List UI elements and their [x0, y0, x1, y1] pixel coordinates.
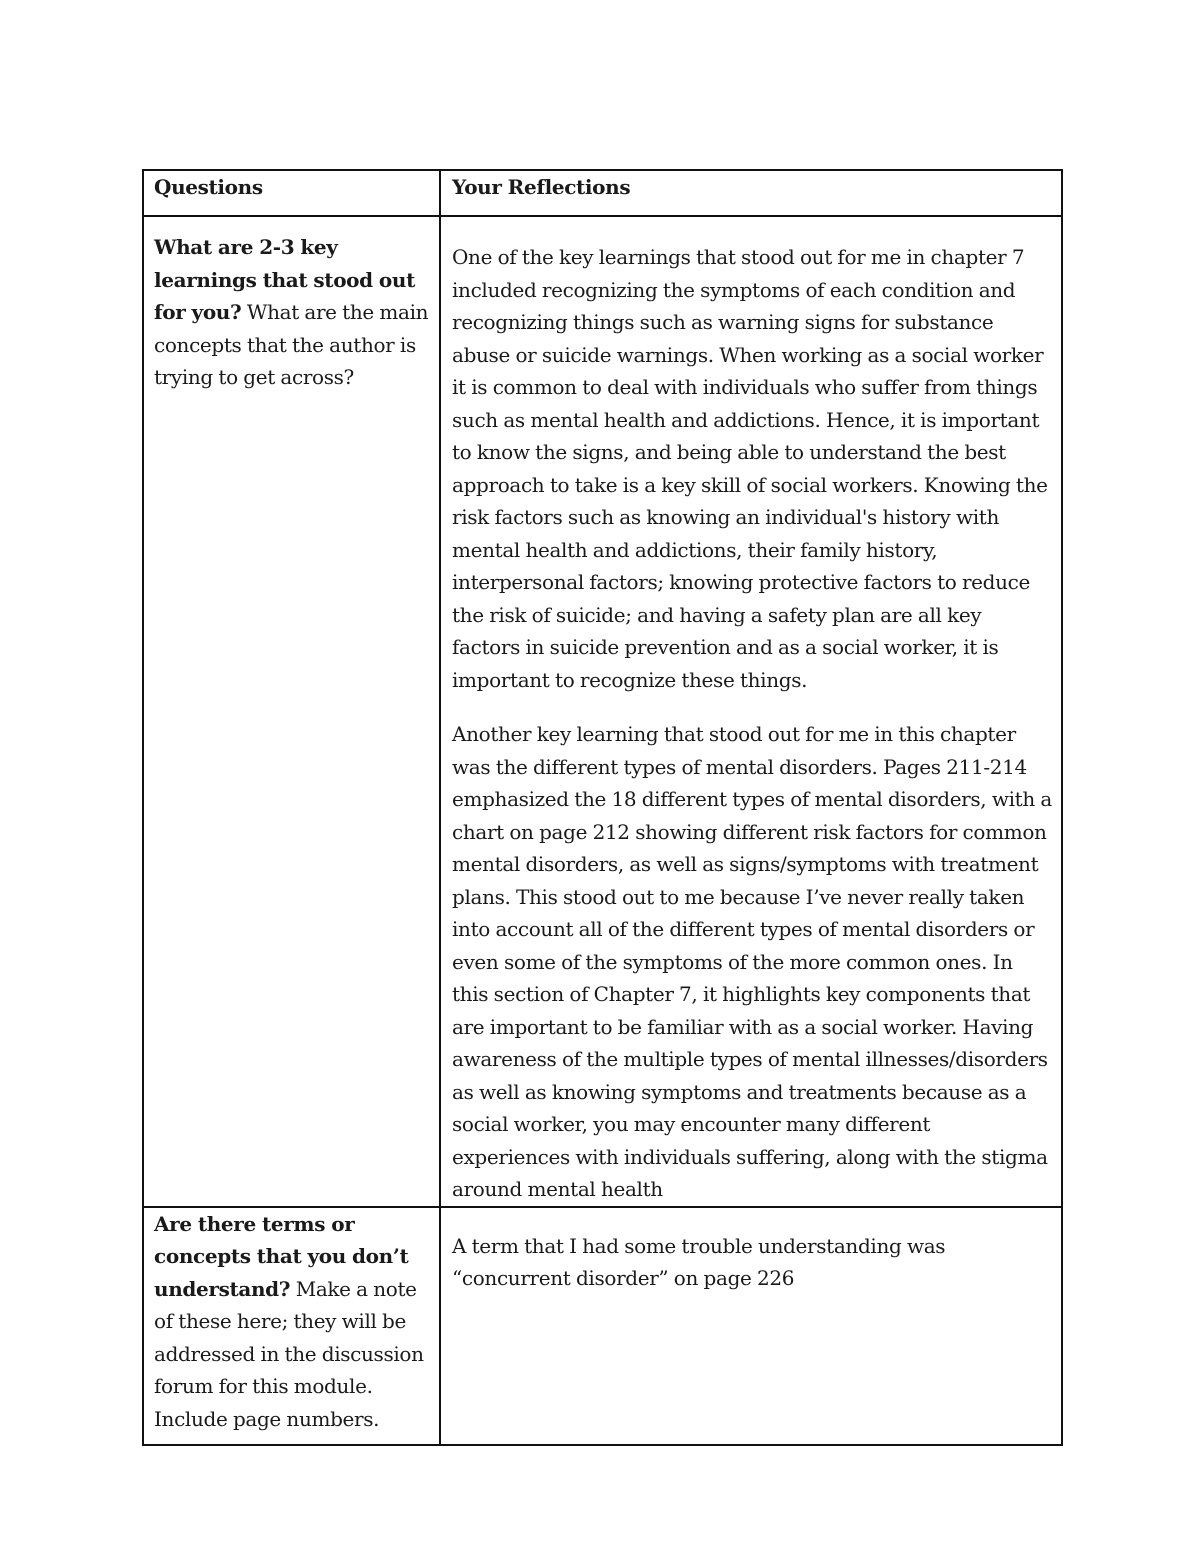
question-bold-text: What are 2-3 key learnings that stood out for you? — [154, 235, 415, 324]
table-row — [143, 216, 1062, 1207]
reflection-paragraph: A term that I had some trouble understanding was “concurrent disorder” on page 226 — [452, 1233, 946, 1290]
reflection-cell — [440, 216, 1062, 1207]
question-cell — [143, 1207, 440, 1445]
table-row — [143, 1207, 1062, 1445]
reflection-table — [142, 169, 1063, 1446]
question-text: Make a note of these here; they will be addressed in the discussion forum for this module. Include page numbers. — [154, 1276, 424, 1431]
question-text: What are the main concepts that the author is trying to get across? — [154, 300, 429, 389]
reflection-cell — [440, 1207, 1062, 1445]
header-reflections: Your Reflections — [440, 170, 1062, 216]
reflection-paragraph: Another key learning that stood out for me in this chapter was the different types of mental disorders. Pages 211-214 emphasized the 18 different types of mental disorders, with a chart on page 212 showing different risk factors for common mental disorders, as well as signs/symptoms with treatment plans. This stood out to me because I’ve never really taken into account all of the different types of mental disorders or even some of the symptoms of the more common ones. In this section of Chapter 7, it highlights key components that are important to be familiar with as a social worker. Having awareness of the multiple types of mental illnesses/disorders as well as knowing symptoms and treatments because as a social worker, you may encounter many different experiences with individuals suffering, along with the stigma around mental health — [452, 722, 1052, 1201]
question-bold-text: Are there terms or concepts that you don’t understand? — [154, 1211, 409, 1301]
question-cell — [143, 216, 440, 1207]
header-questions: Questions — [143, 170, 440, 216]
reflection-paragraph: One of the key learnings that stood out for me in chapter 7 included recognizing the symptoms of each condition and recognizing things such as warning signs for substance abuse or suicide warnings. When working as a social worker it is common to deal with individuals who suffer from things such as mental health and addictions. Hence, it is important to know the signs, and being able to understand the best approach to take is a key skill of social workers. Knowing the risk factors such as knowing an individual's history with mental health and addictions, their family history, interpersonal factors; knowing protective factors to reduce the risk of suicide; and having a safety plan are all key factors in suicide prevention and as a social worker, it is important to recognize these things. — [452, 245, 1048, 692]
table-header-row — [143, 170, 1062, 216]
